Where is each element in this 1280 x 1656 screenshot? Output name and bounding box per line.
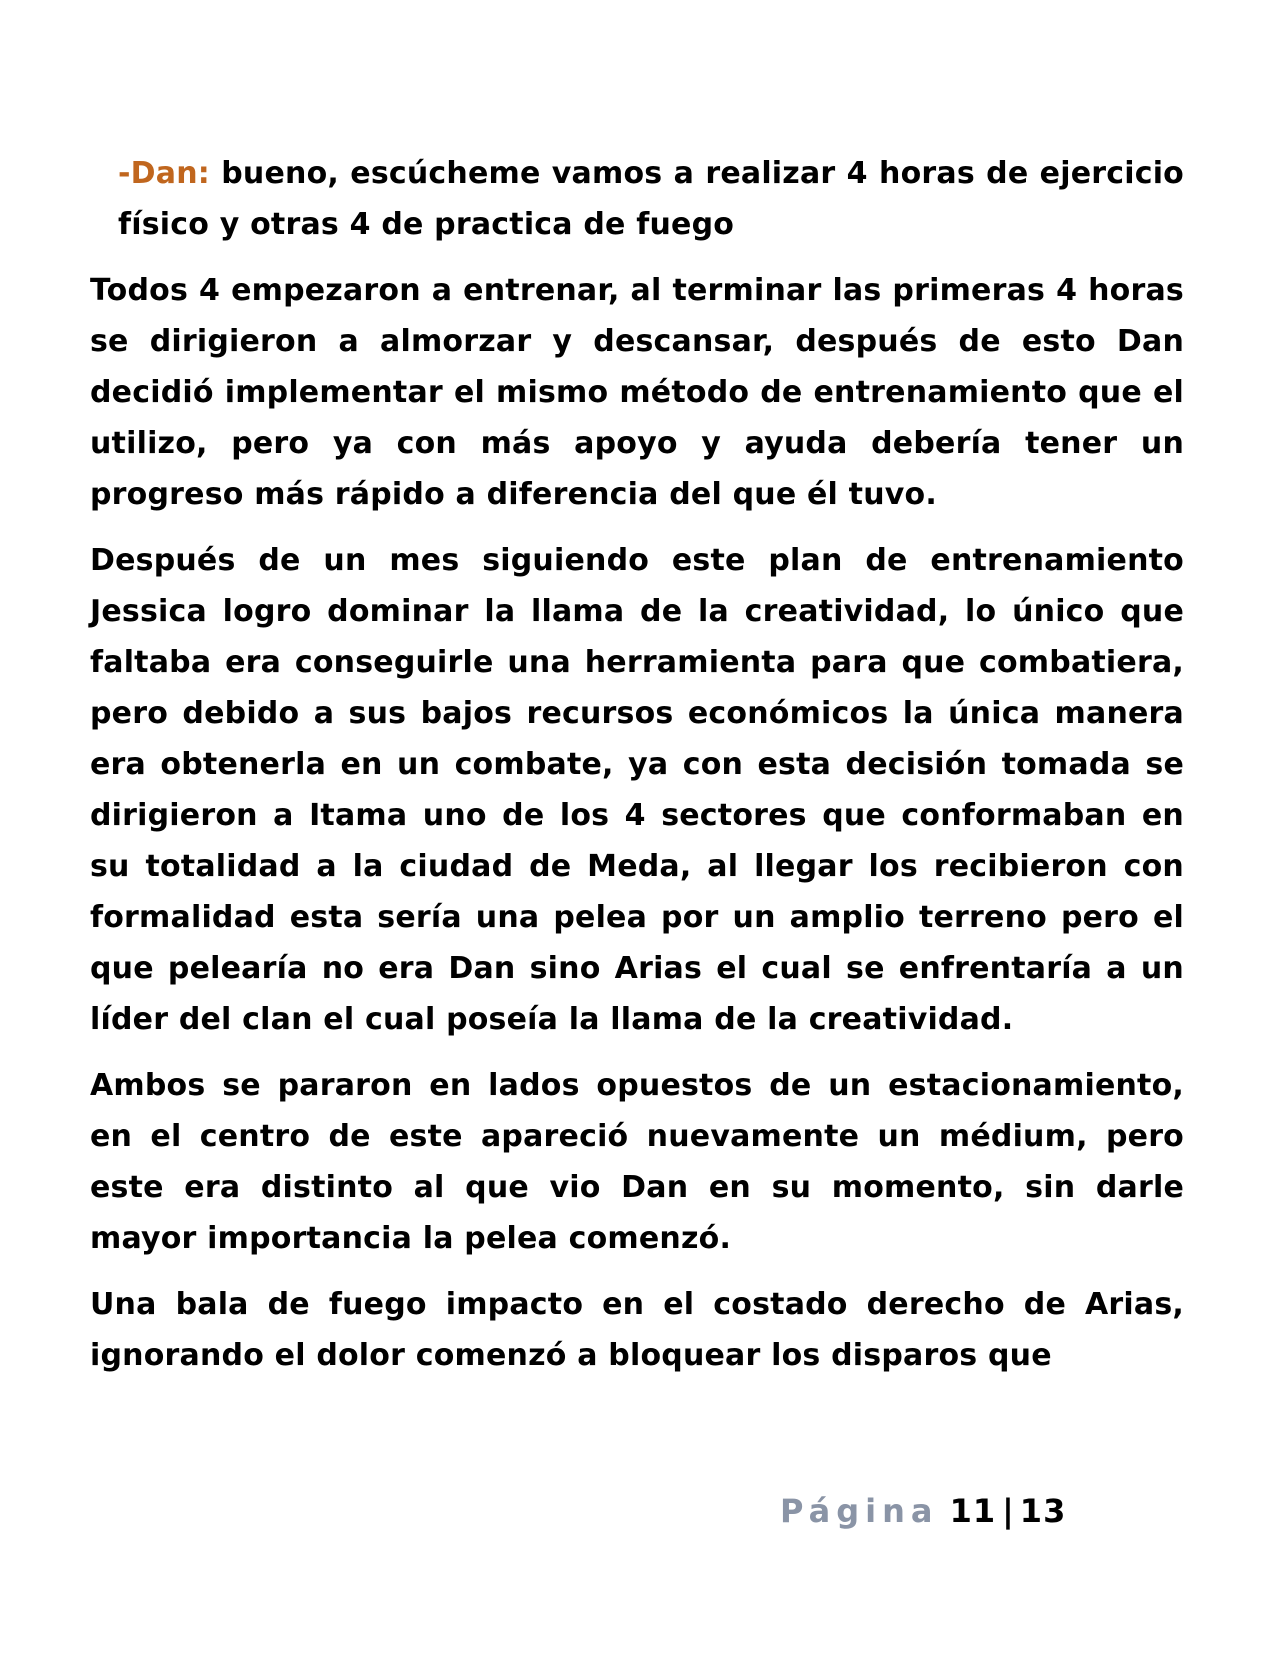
paragraph-3: Ambos se pararon en lados opuestos de un estacionamiento, en el centro de este apareció nuevamente un médium, pero este era distinto al que vio Dan en su momento, sin darle mayor importancia la pelea comenzó.	[90, 1068, 1184, 1256]
page-separator: |	[1002, 1492, 1014, 1530]
page-footer	[780, 1492, 1066, 1530]
page-number: 11	[949, 1492, 997, 1530]
dialogue-line	[118, 148, 1184, 250]
paragraph-4: Una bala de fuego impacto en el costado derecho de Arias, ignorando el dolor comenzó a bloquear los disparos que	[90, 1287, 1184, 1373]
speaker-label: -Dan:	[118, 156, 210, 191]
page-label: Página	[780, 1492, 939, 1530]
paragraph-1: Todos 4 empezaron a entrenar, al terminar las primeras 4 horas se dirigieron a almorzar y descansar, después de esto Dan decidió implementar el mismo método de entrenamiento que el utilizo, pero ya con más apoyo y ayuda debería tener un progreso más rápido a diferencia del que él tuvo.	[90, 273, 1184, 512]
paragraph-2: Después de un mes siguiendo este plan de entrenamiento Jessica logro dominar la llama de la creatividad, lo único que faltaba era conseguirle una herramienta para que combatiera, pero debido a sus bajos recursos económicos la única manera era obtenerla en un combate, ya con esta decisión tomada se dirigieron a Itama uno de los 4 sectores que conformaban en su totalidad a la ciudad de Meda, al llegar los recibieron con formalidad esta sería una pelea por un amplio terreno pero el que pelearía no era Dan sino Arias el cual se enfrentaría a un líder del clan el cual poseía la llama de la creatividad.	[90, 543, 1184, 1037]
dialogue-text: bueno, escúcheme vamos a realizar 4 horas de ejercicio físico y otras 4 de practica de fuego	[118, 156, 1184, 242]
page-total: 13	[1019, 1492, 1067, 1530]
page-content	[90, 148, 1184, 1396]
